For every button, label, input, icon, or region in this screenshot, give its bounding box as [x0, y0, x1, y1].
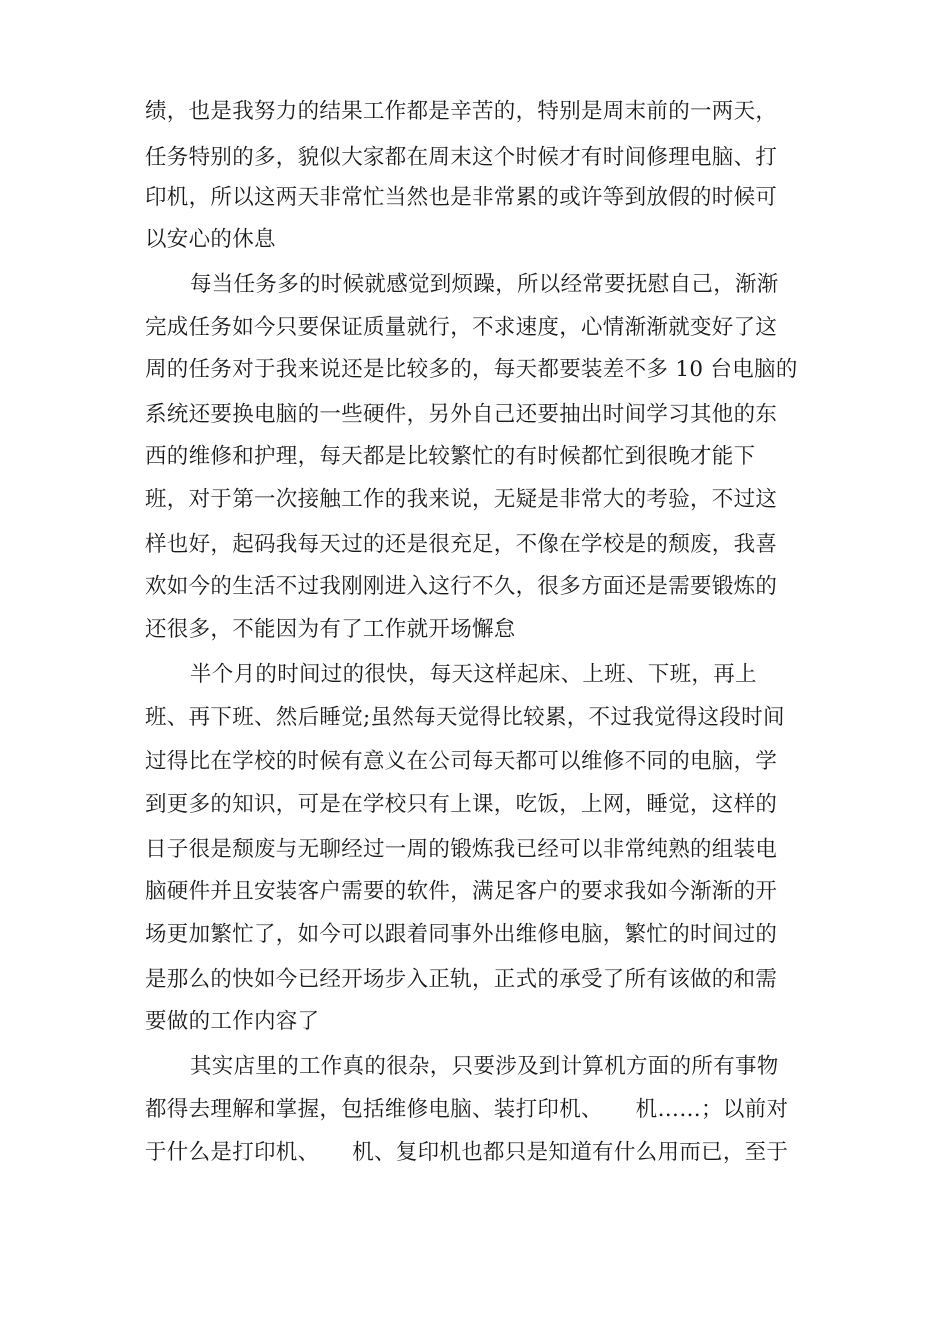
text-line: 完成任务如今只要保证质量就行，不求速度，心情渐渐就变好了这 — [145, 315, 778, 340]
text-line: 场更加繁忙了，如今可以跟着同事外出维修电脑，繁忙的时间过的 — [145, 922, 778, 947]
text-line: 欢如今的生活不过我刚刚进入这行不久，很多方面还是需要锻炼的 — [145, 574, 778, 599]
text-line: 班，对于第一次接触工作的我来说，无疑是非常大的考验，不过这 — [145, 487, 778, 512]
text-line: 过得比在学校的时候有意义在公司每天都可以维修不同的电脑，学 — [145, 749, 778, 774]
text-line: 西的维修和护理，每天都是比较繁忙的有时候都忙到很晚才能下 — [145, 444, 756, 469]
text-line: 系统还要换电脑的一些硬件，另外自己还要抽出时间学习其他的东 — [145, 402, 778, 427]
text-line: 脑硬件并且安装客户需要的软件，满足客户的要求我如今渐渐的开 — [145, 879, 778, 904]
text-line: 样也好，起码我每天过的还是很充足，不像在学校是的颓废，我喜 — [145, 532, 778, 557]
text-line: 周的任务对于我来说还是比较多的，每天都要装差不多 10 台电脑的 — [145, 357, 798, 382]
paragraph-start-line: 其实店里的工作真的很杂，只要涉及到计算机方面的所有事物 — [190, 1054, 779, 1079]
paragraph-start-line: 半个月的时间过的很快，每天这样起床、上班、下班，再上 — [190, 662, 757, 687]
paragraph-start-line: 每当任务多的时候就感觉到烦躁，所以经常要抚慰自己，渐渐 — [190, 272, 779, 297]
text-line: 是那么的快如今已经开场步入正轨，正式的承受了所有该做的和需 — [145, 967, 778, 992]
text-line: 还很多，不能因为有了工作就开场懈怠 — [145, 617, 516, 642]
text-line: 于什么是打印机、 机、复印机也都只是知道有什么用而已，至于 — [145, 1140, 789, 1165]
text-line: 到更多的知识，可是在学校只有上课，吃饭，上网，睡觉，这样的 — [145, 792, 778, 817]
text-line: 任务特别的多，貌似大家都在周末这个时候才有时间修理电脑、打 — [145, 145, 778, 170]
text-line: 日子很是颓废与无聊经过一周的锻炼我已经可以非常纯熟的组装电 — [145, 837, 778, 862]
text-line: 以安心的休息 — [145, 227, 276, 252]
text-line: 都得去理解和掌握，包括维修电脑、装打印机、 机……；以前对 — [145, 1097, 789, 1122]
text-line: 班、再下班、然后睡觉;虽然每天觉得比较累，不过我觉得这段时间 — [145, 705, 785, 730]
text-line: 要做的工作内容了 — [145, 1009, 320, 1034]
text-line: 印机，所以这两天非常忙当然也是非常累的或许等到放假的时候可 — [145, 185, 778, 210]
text-line: 绩，也是我努力的结果工作都是辛苦的，特别是周末前的一两天， — [145, 99, 778, 124]
